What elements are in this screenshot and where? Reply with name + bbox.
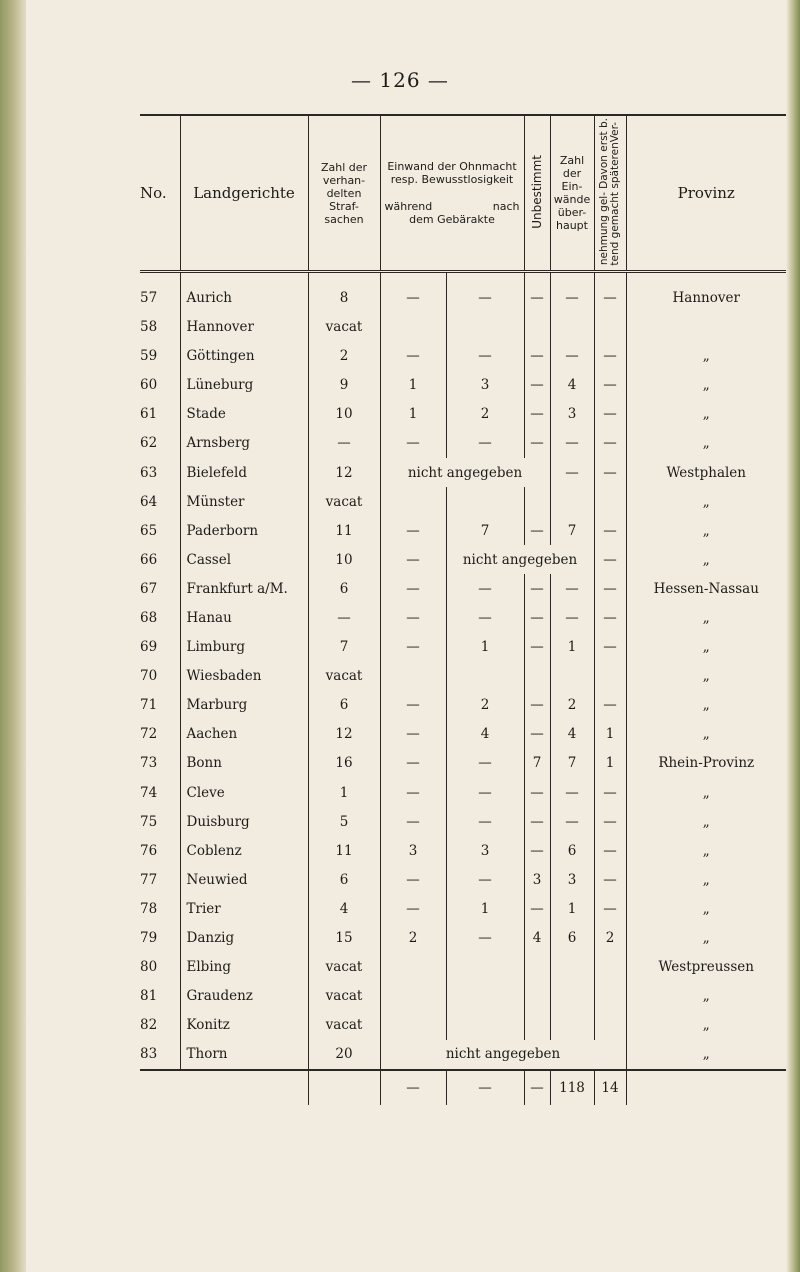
row-later: — bbox=[594, 400, 626, 429]
row-no: 82 bbox=[140, 1011, 180, 1040]
row-merged-note: nicht angegeben bbox=[380, 1040, 626, 1070]
table-row bbox=[140, 371, 786, 400]
row-court: Cassel bbox=[180, 545, 308, 574]
row-after: — bbox=[446, 342, 524, 371]
row-during bbox=[380, 487, 446, 516]
table-body bbox=[140, 272, 786, 1105]
row-during: — bbox=[380, 633, 446, 662]
totals-blank-cases bbox=[308, 1070, 380, 1105]
header-no: No. bbox=[140, 115, 180, 272]
row-total: 4 bbox=[550, 720, 594, 749]
row-later bbox=[594, 487, 626, 516]
header-undetermined-label: Unbestimmt bbox=[529, 154, 544, 229]
table-row bbox=[140, 458, 786, 487]
row-after: 2 bbox=[446, 400, 524, 429]
row-court: Hannover bbox=[180, 313, 308, 342]
row-merged-note: nicht angegeben bbox=[446, 545, 594, 574]
row-total bbox=[550, 313, 594, 342]
row-no: 74 bbox=[140, 778, 180, 807]
row-province: Hessen-Nassau bbox=[653, 580, 759, 597]
row-court: Frankfurt a/M. bbox=[180, 574, 308, 603]
row-cases: vacat bbox=[308, 487, 380, 516]
row-province: „ bbox=[702, 697, 710, 714]
court-register-table bbox=[140, 114, 786, 1105]
row-later: — bbox=[594, 283, 626, 312]
row-during: 1 bbox=[380, 400, 446, 429]
row-after bbox=[446, 487, 524, 516]
row-no: 63 bbox=[140, 458, 180, 487]
row-after bbox=[446, 982, 524, 1011]
row-total: 2 bbox=[550, 691, 594, 720]
row-after: 3 bbox=[446, 371, 524, 400]
header-objection-title: Einwand der Ohnmacht resp. Bewusstlosigkeit bbox=[387, 160, 517, 187]
row-no: 68 bbox=[140, 603, 180, 632]
header-province: Provinz bbox=[626, 115, 786, 272]
table-row bbox=[140, 865, 786, 894]
row-cases: 11 bbox=[308, 516, 380, 545]
row-during: — bbox=[380, 865, 446, 894]
row-after bbox=[446, 953, 524, 982]
row-total bbox=[550, 1011, 594, 1040]
table-row bbox=[140, 778, 786, 807]
row-province: „ bbox=[702, 930, 710, 947]
row-court: Trier bbox=[180, 894, 308, 923]
row-after: — bbox=[446, 924, 524, 953]
row-undet: — bbox=[524, 778, 550, 807]
row-after: — bbox=[446, 807, 524, 836]
row-total: — bbox=[550, 342, 594, 371]
row-cases: 1 bbox=[308, 778, 380, 807]
row-undet: — bbox=[524, 633, 550, 662]
row-after bbox=[446, 1011, 524, 1040]
row-later: — bbox=[594, 516, 626, 545]
header-later-line4: tend gemacht bbox=[609, 191, 621, 266]
row-after: — bbox=[446, 283, 524, 312]
row-during: — bbox=[380, 720, 446, 749]
header-after: nach bbox=[492, 200, 520, 214]
row-no: 81 bbox=[140, 982, 180, 1011]
row-during: — bbox=[380, 429, 446, 458]
row-total bbox=[550, 982, 594, 1011]
row-no: 71 bbox=[140, 691, 180, 720]
row-court: Paderborn bbox=[180, 516, 308, 545]
row-no: 61 bbox=[140, 400, 180, 429]
row-cases: 15 bbox=[308, 924, 380, 953]
row-court: Münster bbox=[180, 487, 308, 516]
row-later bbox=[594, 982, 626, 1011]
row-undet: — bbox=[524, 371, 550, 400]
row-court: Göttingen bbox=[180, 342, 308, 371]
row-court: Graudenz bbox=[180, 982, 308, 1011]
row-province: „ bbox=[702, 639, 710, 656]
row-no: 78 bbox=[140, 894, 180, 923]
row-during: 1 bbox=[380, 371, 446, 400]
row-province: Westpreussen bbox=[658, 959, 754, 976]
header-objection bbox=[380, 115, 524, 272]
row-total: 7 bbox=[550, 516, 594, 545]
row-cases: 6 bbox=[308, 865, 380, 894]
row-undet bbox=[524, 982, 550, 1011]
table-row bbox=[140, 894, 786, 923]
row-cases: 4 bbox=[308, 894, 380, 923]
row-no: 60 bbox=[140, 371, 180, 400]
row-cases: vacat bbox=[308, 1011, 380, 1040]
row-later: — bbox=[594, 865, 626, 894]
row-cases: 2 bbox=[308, 342, 380, 371]
row-no: 62 bbox=[140, 429, 180, 458]
row-no: 58 bbox=[140, 313, 180, 342]
row-after: 4 bbox=[446, 720, 524, 749]
row-undet: — bbox=[524, 400, 550, 429]
table-row bbox=[140, 574, 786, 603]
row-cases: 8 bbox=[308, 283, 380, 312]
row-after: 3 bbox=[446, 836, 524, 865]
table-row bbox=[140, 924, 786, 953]
row-province: Hannover bbox=[672, 289, 740, 306]
row-province: „ bbox=[702, 1046, 710, 1063]
row-after: — bbox=[446, 603, 524, 632]
row-during bbox=[380, 953, 446, 982]
row-cases: 16 bbox=[308, 749, 380, 778]
row-undet bbox=[524, 1011, 550, 1040]
row-court: Duisburg bbox=[180, 807, 308, 836]
row-undet: — bbox=[524, 429, 550, 458]
header-later-line3: nehmung gel- bbox=[598, 192, 610, 266]
spacer-row bbox=[140, 272, 786, 284]
row-no: 77 bbox=[140, 865, 180, 894]
row-no: 73 bbox=[140, 749, 180, 778]
totals-later: 14 bbox=[594, 1070, 626, 1105]
row-province: „ bbox=[702, 435, 710, 452]
totals-row bbox=[140, 1070, 786, 1105]
row-cases: 11 bbox=[308, 836, 380, 865]
row-court: Danzig bbox=[180, 924, 308, 953]
row-later: — bbox=[594, 429, 626, 458]
row-cases: 10 bbox=[308, 545, 380, 574]
page-edge-right bbox=[786, 0, 800, 1272]
row-no: 65 bbox=[140, 516, 180, 545]
row-after: 1 bbox=[446, 894, 524, 923]
row-cases: 10 bbox=[308, 400, 380, 429]
row-total bbox=[550, 662, 594, 691]
table-row bbox=[140, 313, 786, 342]
row-total bbox=[550, 953, 594, 982]
row-later: — bbox=[594, 545, 626, 574]
row-court: Aurich bbox=[180, 283, 308, 312]
totals-undet: — bbox=[524, 1070, 550, 1105]
row-province: „ bbox=[702, 813, 710, 830]
row-court: Coblenz bbox=[180, 836, 308, 865]
page-number: — 126 — bbox=[351, 68, 449, 92]
row-total: 1 bbox=[550, 633, 594, 662]
row-cases: 5 bbox=[308, 807, 380, 836]
header-during-after bbox=[383, 200, 522, 213]
row-total: 7 bbox=[550, 749, 594, 778]
row-total: 3 bbox=[550, 400, 594, 429]
row-total: 4 bbox=[550, 371, 594, 400]
totals-blank-no bbox=[140, 1070, 180, 1105]
row-undet: — bbox=[524, 720, 550, 749]
row-total: — bbox=[550, 429, 594, 458]
totals-blank-province bbox=[626, 1070, 786, 1105]
row-undet bbox=[524, 662, 550, 691]
row-province: „ bbox=[702, 406, 710, 423]
row-province: „ bbox=[702, 988, 710, 1005]
row-cases: 6 bbox=[308, 691, 380, 720]
row-after: 2 bbox=[446, 691, 524, 720]
row-after: — bbox=[446, 749, 524, 778]
row-later: — bbox=[594, 603, 626, 632]
row-cases: — bbox=[308, 603, 380, 632]
row-during: — bbox=[380, 807, 446, 836]
row-later: — bbox=[594, 371, 626, 400]
row-later: — bbox=[594, 691, 626, 720]
row-province: Westphalen bbox=[666, 464, 746, 481]
row-total: 3 bbox=[550, 865, 594, 894]
row-cases: 12 bbox=[308, 720, 380, 749]
row-undet bbox=[524, 313, 550, 342]
row-province: „ bbox=[702, 522, 710, 539]
row-after: — bbox=[446, 429, 524, 458]
row-province: „ bbox=[702, 784, 710, 801]
row-undet: — bbox=[524, 691, 550, 720]
row-court: Marburg bbox=[180, 691, 308, 720]
table-row bbox=[140, 1011, 786, 1040]
row-province: „ bbox=[702, 377, 710, 394]
row-later: — bbox=[594, 894, 626, 923]
row-after: — bbox=[446, 778, 524, 807]
row-later: — bbox=[594, 836, 626, 865]
row-no: 72 bbox=[140, 720, 180, 749]
row-court: Neuwied bbox=[180, 865, 308, 894]
totals-objections: 118 bbox=[550, 1070, 594, 1105]
row-undet: — bbox=[524, 574, 550, 603]
row-undet: — bbox=[524, 836, 550, 865]
header-later-line2: späterenVer- bbox=[609, 122, 621, 189]
table-row bbox=[140, 749, 786, 778]
row-during: — bbox=[380, 778, 446, 807]
row-during: — bbox=[380, 574, 446, 603]
row-total: — bbox=[550, 283, 594, 312]
row-court: Konitz bbox=[180, 1011, 308, 1040]
table-row bbox=[140, 807, 786, 836]
row-province: „ bbox=[702, 1017, 710, 1034]
totals-during: — bbox=[380, 1070, 446, 1105]
row-undet: — bbox=[524, 807, 550, 836]
row-later: 1 bbox=[594, 720, 626, 749]
table-row bbox=[140, 633, 786, 662]
row-later: 2 bbox=[594, 924, 626, 953]
row-court: Limburg bbox=[180, 633, 308, 662]
row-court: Stade bbox=[180, 400, 308, 429]
row-during: — bbox=[380, 283, 446, 312]
header-later bbox=[594, 115, 626, 272]
row-cases: 20 bbox=[308, 1040, 380, 1070]
row-undet: — bbox=[524, 283, 550, 312]
totals-after: — bbox=[446, 1070, 524, 1105]
row-court: Elbing bbox=[180, 953, 308, 982]
row-during bbox=[380, 662, 446, 691]
row-cases: vacat bbox=[308, 313, 380, 342]
row-later: — bbox=[594, 633, 626, 662]
row-cases: 9 bbox=[308, 371, 380, 400]
table-row bbox=[140, 283, 786, 312]
row-province: „ bbox=[702, 348, 710, 365]
row-undet: 7 bbox=[524, 749, 550, 778]
row-court: Wiesbaden bbox=[180, 662, 308, 691]
row-later bbox=[594, 313, 626, 342]
header-during: während bbox=[384, 200, 433, 214]
row-later bbox=[594, 1011, 626, 1040]
row-during: — bbox=[380, 342, 446, 371]
row-province: „ bbox=[702, 551, 710, 568]
row-later: 1 bbox=[594, 749, 626, 778]
row-no: 57 bbox=[140, 283, 180, 312]
row-cases: 12 bbox=[308, 458, 380, 487]
row-later: — bbox=[594, 778, 626, 807]
row-later: — bbox=[594, 574, 626, 603]
row-total: 1 bbox=[550, 894, 594, 923]
row-total: 6 bbox=[550, 924, 594, 953]
table-row bbox=[140, 953, 786, 982]
row-later bbox=[594, 662, 626, 691]
totals-blank-court bbox=[180, 1070, 308, 1105]
table-row bbox=[140, 982, 786, 1011]
row-undet: — bbox=[524, 516, 550, 545]
row-after: — bbox=[446, 865, 524, 894]
row-province: „ bbox=[702, 493, 710, 510]
table-row bbox=[140, 1040, 786, 1070]
page-edge-left bbox=[0, 0, 26, 1272]
row-total: — bbox=[550, 574, 594, 603]
row-total: — bbox=[550, 778, 594, 807]
row-no: 76 bbox=[140, 836, 180, 865]
table-row bbox=[140, 662, 786, 691]
table-row bbox=[140, 720, 786, 749]
row-cases: vacat bbox=[308, 953, 380, 982]
row-after bbox=[446, 662, 524, 691]
table-row bbox=[140, 516, 786, 545]
row-court: Aachen bbox=[180, 720, 308, 749]
row-province: „ bbox=[702, 668, 710, 685]
row-after bbox=[446, 313, 524, 342]
row-during bbox=[380, 313, 446, 342]
row-after: — bbox=[446, 574, 524, 603]
row-during bbox=[380, 1011, 446, 1040]
header-cases: Zahl der verhan- delten Straf- sachen bbox=[308, 115, 380, 272]
row-during: 2 bbox=[380, 924, 446, 953]
row-during bbox=[380, 982, 446, 1011]
row-province: „ bbox=[702, 871, 710, 888]
row-later: — bbox=[594, 342, 626, 371]
row-total: 6 bbox=[550, 836, 594, 865]
row-total: — bbox=[550, 458, 594, 487]
header-row bbox=[140, 115, 786, 272]
row-later bbox=[594, 953, 626, 982]
row-cases: 6 bbox=[308, 574, 380, 603]
row-total bbox=[550, 487, 594, 516]
row-during: — bbox=[380, 603, 446, 632]
row-cases: 7 bbox=[308, 633, 380, 662]
row-court: Lüneburg bbox=[180, 371, 308, 400]
header-undetermined bbox=[524, 115, 550, 272]
row-later: — bbox=[594, 807, 626, 836]
row-no: 79 bbox=[140, 924, 180, 953]
row-undet: 4 bbox=[524, 924, 550, 953]
table-row bbox=[140, 545, 786, 574]
row-province: Rhein-Provinz bbox=[658, 755, 755, 772]
row-no: 67 bbox=[140, 574, 180, 603]
table-row bbox=[140, 400, 786, 429]
row-undet bbox=[524, 953, 550, 982]
row-after: 1 bbox=[446, 633, 524, 662]
header-objections-total: Zahl der Ein- wände über- haupt bbox=[550, 115, 594, 272]
row-during: — bbox=[380, 894, 446, 923]
row-no: 83 bbox=[140, 1040, 180, 1070]
table-row bbox=[140, 691, 786, 720]
table-row bbox=[140, 836, 786, 865]
row-undet: — bbox=[524, 603, 550, 632]
row-no: 80 bbox=[140, 953, 180, 982]
row-cases: vacat bbox=[308, 662, 380, 691]
row-court: Thorn bbox=[180, 1040, 308, 1070]
row-province: „ bbox=[702, 842, 710, 859]
row-province: „ bbox=[702, 726, 710, 743]
table-row bbox=[140, 342, 786, 371]
row-during: 3 bbox=[380, 836, 446, 865]
row-no: 70 bbox=[140, 662, 180, 691]
row-undet: — bbox=[524, 894, 550, 923]
row-province bbox=[626, 313, 786, 342]
row-during: — bbox=[380, 749, 446, 778]
row-undet bbox=[524, 487, 550, 516]
header-later-line1: Davon erst b. bbox=[598, 118, 610, 189]
row-court: Arnsberg bbox=[180, 429, 308, 458]
row-cases: vacat bbox=[308, 982, 380, 1011]
header-court: Landgerichte bbox=[180, 115, 308, 272]
row-total: — bbox=[550, 807, 594, 836]
table-row bbox=[140, 487, 786, 516]
header-acts: dem Gebärakte bbox=[409, 213, 495, 227]
table-row bbox=[140, 603, 786, 632]
row-no: 66 bbox=[140, 545, 180, 574]
row-no: 64 bbox=[140, 487, 180, 516]
row-during: — bbox=[380, 691, 446, 720]
row-undet: 3 bbox=[524, 865, 550, 894]
row-court: Bonn bbox=[180, 749, 308, 778]
row-merged-note: nicht angegeben bbox=[380, 458, 550, 487]
row-no: 59 bbox=[140, 342, 180, 371]
row-cases: — bbox=[308, 429, 380, 458]
row-after: 7 bbox=[446, 516, 524, 545]
row-later: — bbox=[594, 458, 626, 487]
table-row bbox=[140, 429, 786, 458]
row-province: „ bbox=[702, 900, 710, 917]
row-court: Hanau bbox=[180, 603, 308, 632]
row-during: — bbox=[380, 545, 446, 574]
row-during: — bbox=[380, 516, 446, 545]
row-total: — bbox=[550, 603, 594, 632]
row-no: 69 bbox=[140, 633, 180, 662]
row-court: Bielefeld bbox=[180, 458, 308, 487]
row-no: 75 bbox=[140, 807, 180, 836]
row-province: „ bbox=[702, 610, 710, 627]
row-undet: — bbox=[524, 342, 550, 371]
row-court: Cleve bbox=[180, 778, 308, 807]
